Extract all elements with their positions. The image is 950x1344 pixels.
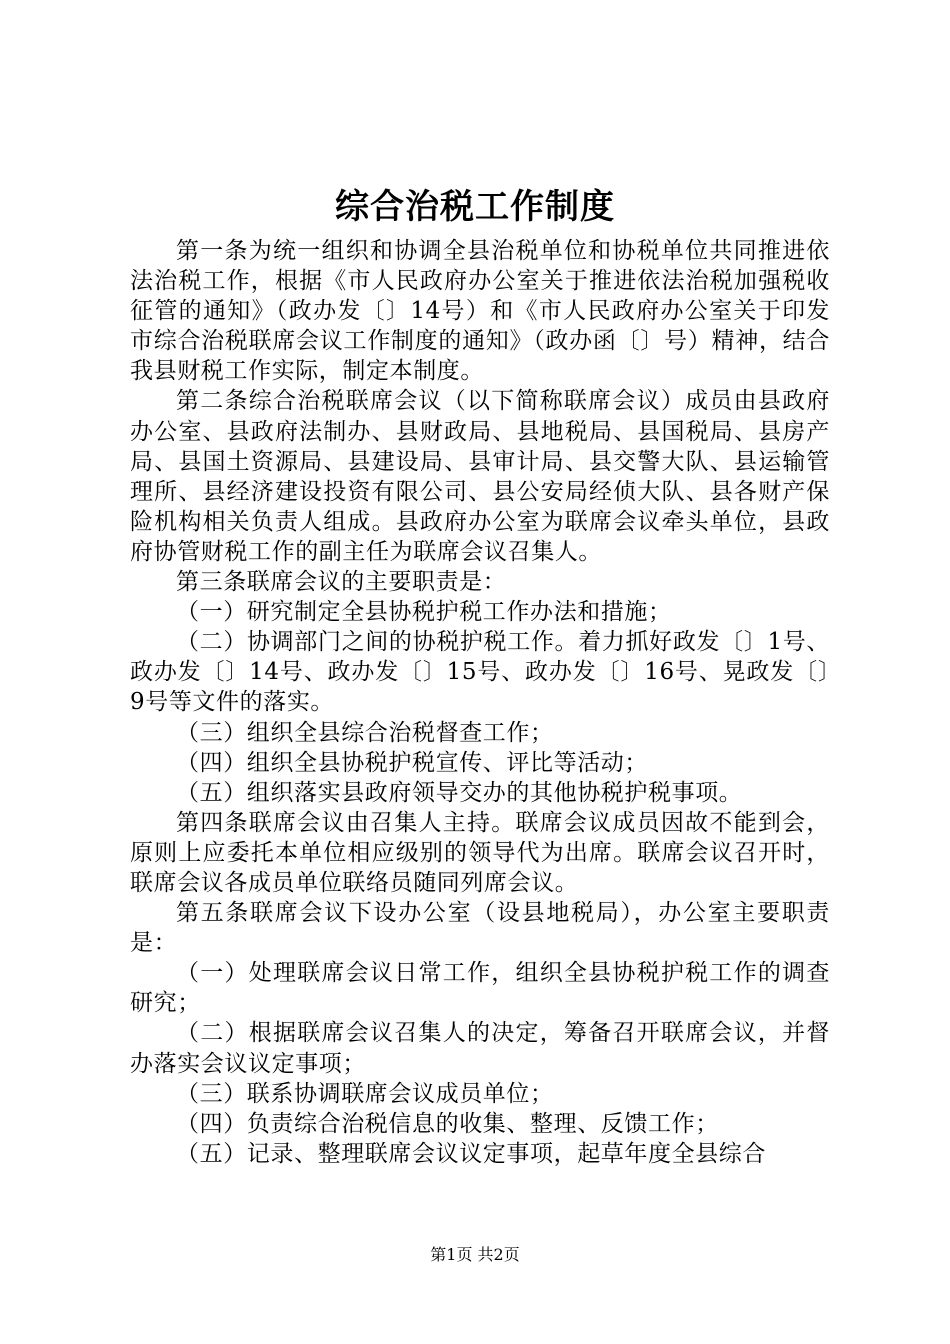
paragraph-item: （五）组织落实县政府领导交办的其他协税护税事项。 bbox=[176, 779, 743, 806]
paragraph-article-2: 第二条综合治税联席会议（以下简称联席会议）成员由县政府办公室、县政府法制办、县财政局、县地税局、县国税局、县房产局、县国土资源局、县建设局、县审计局、县交警大队、县运输管理所、县经济建设投资有限公司、县公安局经侦大队、县各财产保险机构相关负责人组成。县政府办公室为联席会议牵头单位，县政府协管财税工作的副主任为联席会议召集人。 bbox=[130, 388, 830, 565]
paragraph-item: （二）根据联席会议召集人的决定，筹备召开联席会议，并督办落实会议议定事项； bbox=[130, 1020, 830, 1077]
paragraph-item: （二）协调部门之间的协税护税工作。着力抓好政发〔〕1号、政办发〔〕14号、政办发〔〕15号、政办发〔〕16号、晃政发〔〕9号等文件的落实。 bbox=[130, 629, 830, 716]
paragraph-item: （三）联系协调联席会议成员单位； bbox=[176, 1080, 554, 1107]
paragraph-item: （一）研究制定全县协税护税工作办法和措施； bbox=[176, 599, 672, 626]
paragraph-article-4: 第四条联席会议由召集人主持。联席会议成员因故不能到会，原则上应委托本单位相应级别的领导代为出席。联席会议召开时，联席会议各成员单位联络员随同列席会议。 bbox=[130, 809, 830, 896]
paragraph-article-5: 第五条联席会议下设办公室（设县地税局），办公室主要职责是： bbox=[130, 900, 830, 957]
paragraph-article-1: 第一条为统一组织和协调全县治税单位和协税单位共同推进依法治税工作，根据《市人民政府办公室关于推进依法治税加强税收征管的通知》（政办发〔〕14号）和《市人民政府办公室关于印发市综合治税联席会议工作制度的通知》（政办函〔〕号）精神，结合我县财税工作实际，制定本制度。 bbox=[130, 238, 830, 385]
paragraph-item: （四）组织全县协税护税宣传、评比等活动； bbox=[176, 749, 648, 776]
paragraph-item: （一）处理联席会议日常工作，组织全县协税护税工作的调查研究； bbox=[130, 960, 830, 1017]
paragraph-item: （三）组织全县综合治税督查工作； bbox=[176, 719, 554, 746]
document-title: 综合治税工作制度 bbox=[335, 187, 615, 227]
paragraph-article-3: 第三条联席会议的主要职责是： bbox=[176, 569, 507, 596]
document-body bbox=[130, 236, 830, 1169]
page-number-footer: 第1页 共2页 bbox=[430, 1245, 520, 1264]
paragraph-item: （四）负责综合治税信息的收集、整理、反馈工作； bbox=[176, 1110, 719, 1137]
paragraph-item: （五）记录、整理联席会议议定事项，起草年度全县综合 bbox=[176, 1140, 766, 1167]
